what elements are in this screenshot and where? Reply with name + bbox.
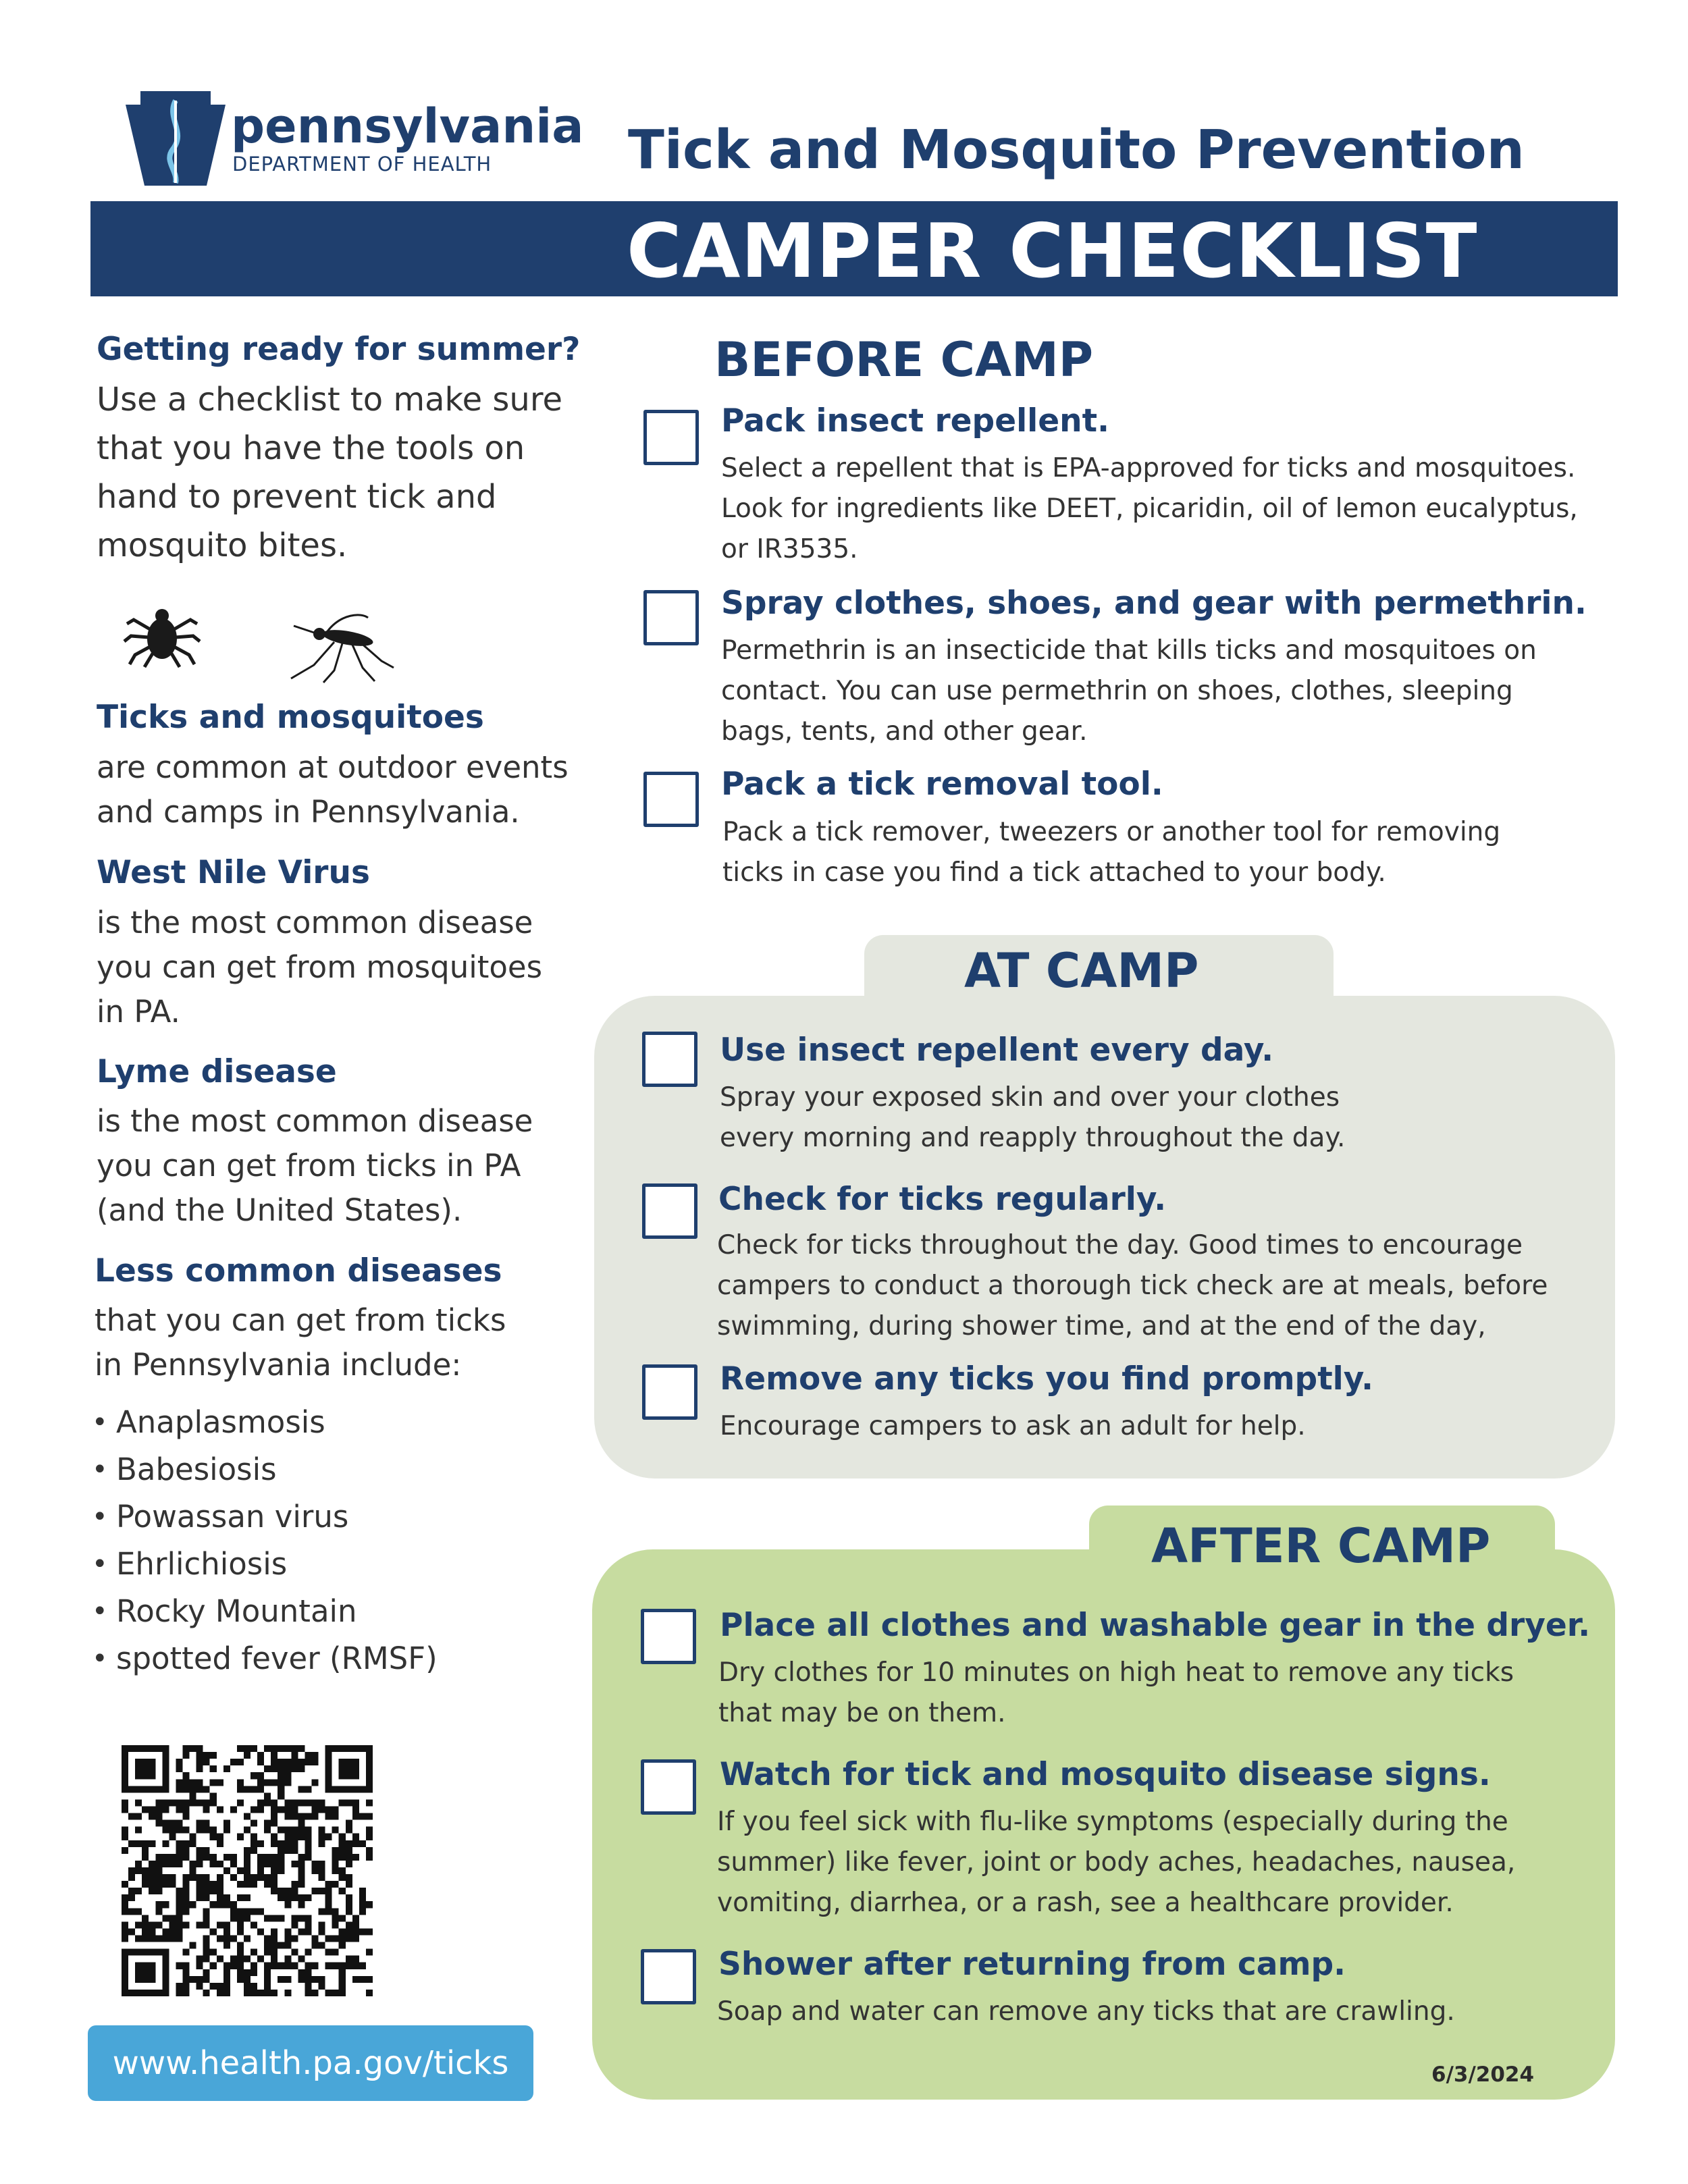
list-item: • Anaplasmosis: [89, 1399, 438, 1446]
list-item: • Rocky Mountain: [89, 1588, 438, 1635]
text-line: ticks in case you find a tick attached to your body.: [722, 857, 1386, 888]
text-line: in Pennsylvania include:: [95, 1347, 462, 1383]
item-description: [722, 812, 1500, 893]
text-line: Look for ingredients like DEET, picaridin, oil of lemon eucalyptus,: [721, 494, 1578, 524]
checkbox[interactable]: [642, 1364, 697, 1420]
less-common-heading: Less common diseases: [95, 1252, 502, 1289]
item-title: Watch for tick and mosquito disease signs.: [720, 1756, 1491, 1793]
west-nile-heading: West Nile Virus: [97, 854, 370, 891]
text-line: is the most common disease: [97, 905, 533, 940]
text-line: you can get from mosquitoes: [97, 949, 543, 985]
logo-department: DEPARTMENT OF HEALTH: [232, 153, 492, 176]
item-title: Remove any ticks you find promptly.: [720, 1360, 1373, 1397]
item-title: Use insect repellent every day.: [720, 1032, 1274, 1069]
item-title: Check for ticks regularly.: [718, 1181, 1167, 1218]
item-title: Pack a tick removal tool.: [721, 766, 1163, 803]
ticks-mosquitoes-text: [97, 745, 569, 834]
text-line: that may be on them.: [718, 1698, 1006, 1728]
page-title: Tick and Mosquito Prevention: [628, 119, 1525, 181]
text-line: or IR3535.: [721, 534, 858, 564]
text-line: Dry clothes for 10 minutes on high heat to remove any ticks: [718, 1657, 1514, 1688]
text-line: you can get from ticks in PA: [97, 1148, 521, 1183]
text-line: contact. You can use permethrin on shoes, clothes, sleeping: [721, 676, 1513, 706]
intro-heading: Getting ready for summer?: [97, 331, 581, 368]
text-line: Permethrin is an insecticide that kills ticks and mosquitoes on: [721, 635, 1537, 666]
banner-title: CAMPER CHECKLIST: [627, 208, 1478, 295]
lyme-heading: Lyme disease: [97, 1053, 337, 1090]
text-line: vomiting, diarrhea, or a rash, see a healthcare provider.: [717, 1888, 1454, 1918]
at-camp-heading: AT CAMP: [964, 943, 1199, 998]
after-camp-heading: AFTER CAMP: [1151, 1518, 1491, 1574]
item-title: Pack insect repellent.: [721, 402, 1109, 440]
qr-code-icon[interactable]: [122, 1745, 373, 1996]
checkbox[interactable]: [642, 1183, 697, 1239]
text-line: every morning and reapply throughout the day.: [720, 1123, 1346, 1153]
text-line: are common at outdoor events: [97, 749, 569, 785]
checkbox[interactable]: [642, 1032, 697, 1087]
checkbox[interactable]: [643, 772, 699, 827]
intro-line: hand to prevent tick and: [97, 478, 497, 516]
text-line: Soap and water can remove any ticks that are crawling.: [717, 1996, 1455, 2027]
item-description: [721, 448, 1578, 570]
pa-keystone-logo-icon: [126, 91, 226, 186]
text-line: Pack a tick remover, tweezers or another tool for removing: [722, 817, 1501, 847]
website-link[interactable]: www.health.pa.gov/ticks: [88, 2025, 533, 2101]
intro-line: Use a checklist to make sure: [97, 381, 563, 419]
tick-icon: [122, 594, 203, 675]
disease-list: [89, 1399, 438, 1682]
text-line: is the most common disease: [97, 1103, 533, 1139]
lyme-text: [97, 1099, 533, 1233]
mosquito-icon: [287, 611, 395, 685]
text-line: summer) like fever, joint or body aches, headaches, nausea,: [717, 1847, 1516, 1877]
checkbox[interactable]: [643, 590, 699, 645]
list-item: • Powassan virus: [89, 1493, 438, 1541]
item-title: Place all clothes and washable gear in the dryer.: [720, 1607, 1591, 1644]
text-line: in PA.: [97, 994, 180, 1030]
item-description: [717, 1992, 1455, 2032]
item-description: [720, 1077, 1345, 1158]
intro-line: mosquito bites.: [97, 527, 348, 564]
text-line: campers to conduct a thorough tick check are at meals, before: [717, 1271, 1548, 1301]
item-description: [718, 1653, 1514, 1734]
text-line: Check for ticks throughout the day. Good times to encourage: [717, 1230, 1523, 1260]
text-line: (and the United States).: [97, 1192, 463, 1228]
text-line: Encourage campers to ask an adult for help.: [720, 1411, 1306, 1441]
text-line: Spray your exposed skin and over your clothes: [720, 1082, 1340, 1113]
checkbox[interactable]: [641, 1759, 696, 1815]
list-item-continued: • spotted fever (RMSF): [89, 1635, 438, 1682]
west-nile-text: [97, 901, 542, 1034]
checkbox[interactable]: [641, 1609, 696, 1664]
intro-text: [97, 375, 562, 570]
item-description: [717, 1225, 1548, 1347]
item-title: Spray clothes, shoes, and gear with permethrin.: [721, 585, 1587, 622]
text-line: If you feel sick with flu-like symptoms (especially during the: [717, 1807, 1508, 1837]
text-line: and camps in Pennsylvania.: [97, 794, 520, 830]
less-common-text: [95, 1298, 506, 1387]
text-line: that you can get from ticks: [95, 1302, 506, 1338]
item-description: [717, 1802, 1515, 1923]
item-description: [721, 631, 1537, 752]
checkbox[interactable]: [641, 1949, 696, 2004]
logo-wordmark: pennsylvania: [231, 99, 584, 154]
list-item: • Ehrlichiosis: [89, 1541, 438, 1588]
text-line: Select a repellent that is EPA-approved for ticks and mosquitoes.: [721, 453, 1576, 483]
list-item: • Babesiosis: [89, 1446, 438, 1493]
before-camp-heading: BEFORE CAMP: [714, 332, 1094, 388]
checkbox[interactable]: [643, 410, 699, 465]
intro-line: that you have the tools on: [97, 429, 525, 467]
item-title: Shower after returning from camp.: [718, 1946, 1346, 1983]
revision-date: 6/3/2024: [1431, 2062, 1535, 2087]
item-description: [720, 1406, 1306, 1447]
ticks-mosquitoes-heading: Ticks and mosquitoes: [97, 699, 484, 736]
text-line: bags, tents, and other gear.: [721, 716, 1088, 747]
text-line: swimming, during shower time, and at the end of the day,: [717, 1311, 1486, 1341]
